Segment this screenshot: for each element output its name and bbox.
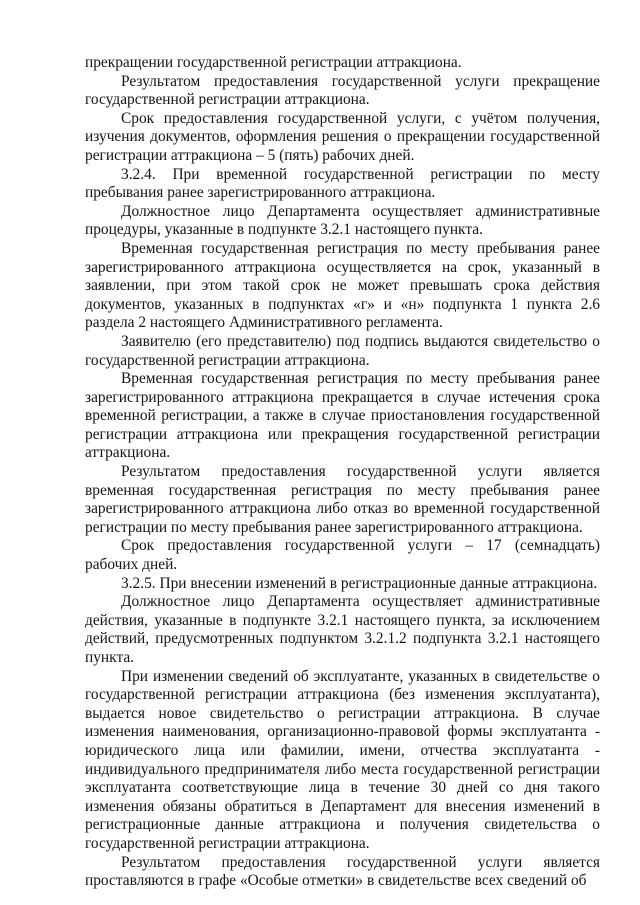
section-heading: 3.2.5. При внесении изменений в регистрационные данные аттракциона. <box>121 574 598 592</box>
paragraph: Результатом предоставления государственной услуги прекращение государственной регистрации аттракциона. <box>85 72 600 109</box>
paragraph: Заявителю (его представителю) под подпись выдаются свидетельство о государственной регистрации аттракциона. <box>85 332 600 369</box>
paragraph: прекращении государственной регистрации аттракциона. <box>85 54 462 71</box>
paragraph: Результатом предоставления государственной услуги является проставляются в графе «Особые отметки» в свидетельстве всех сведений об <box>85 853 600 890</box>
paragraph: Срок предоставления государственной услуги, с учётом получения, изучения документов, оформления решения о прекращении государственной регистрации аттракциона – 5 (пять) рабочих дней. <box>85 109 600 164</box>
section-heading: 3.2.4. При временной государственной регистрации по месту пребывания ранее зарегистрированного аттракциона. <box>85 165 600 202</box>
paragraph: Результатом предоставления государственной услуги является временная государственная регистрация по месту пребывания ранее зарегистрированного аттракциона либо отказ во временной государственной регистрации по месту пребывания ранее зарегистрированного аттракциона. <box>85 463 600 536</box>
paragraph: Временная государственная регистрация по месту пребывания ранее зарегистрированного аттракциона осуществляется на срок, указанный в заявлении, при этом такой срок не может превышать срока действия документов, указанных в подпунктах «г» и «н» подпункта 1 пункта 2.6 раздела 2 настоящего Административного регламента. <box>85 239 600 332</box>
paragraph: Временная государственная регистрация по месту пребывания ранее зарегистрированного аттракциона прекращается в случае истечения срока временной регистрации, а также в случае приостановления государственной регистрации аттракциона или прекращения государственной регистрации аттракциона. <box>85 370 600 462</box>
paragraph: Должностное лицо Департамента осуществляет административные действия, указанные в подпункте 3.2.1 настоящего пункта, за исключением действий, предусмотренных подпунктом 3.2.1.2 подпункта 3.2.1 настоящего пункта. <box>85 593 600 666</box>
document-body <box>85 54 600 891</box>
paragraph: Должностное лицо Департамента осуществляет административные процедуры, указанные в подпункте 3.2.1 настоящего пункта. <box>85 202 600 239</box>
paragraph: Срок предоставления государственной услуги – 17 (семнадцать) рабочих дней. <box>85 537 600 574</box>
paragraph: При изменении сведений об эксплуатанте, указанных в свидетельстве о государственной регистрации аттракциона (без изменения эксплуатанта), выдается новое свидетельство о регистрации аттракциона. В случае изменения наименования, организационно-правовой формы эксплуатанта - юридического лица или фамилии, имени, отчества эксплуатанта - индивидуального предпринимателя либо места государственной регистрации эксплуатанта соответствующие лица в течение 30 дней со дня такого изменения обязаны обратиться в Департамент для внесения изменений в регистрационные данные аттракциона и получения свидетельства о государственной регистрации аттракциона. <box>85 667 600 852</box>
